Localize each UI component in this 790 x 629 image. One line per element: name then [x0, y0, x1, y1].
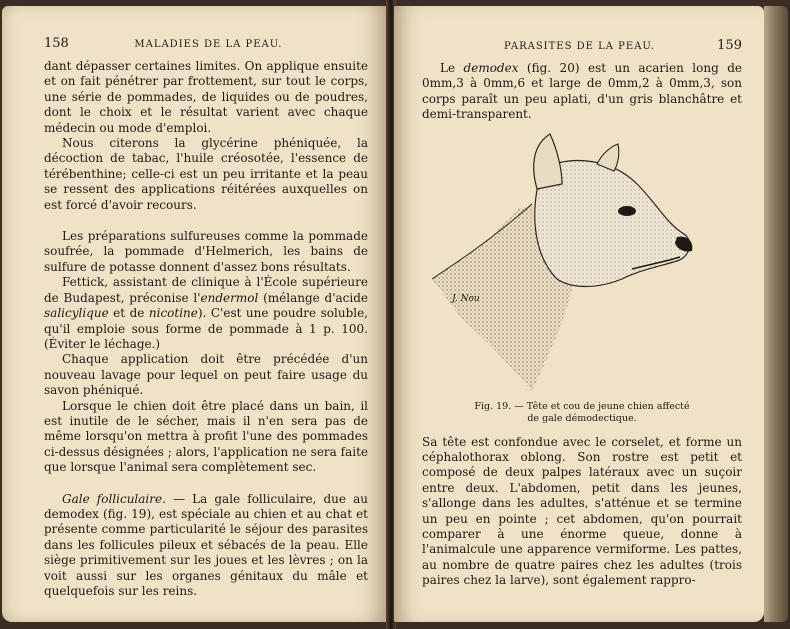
paragraph-gale-folliculaire: Gale folliculaire. — La gale folliculaire, due au demodex (fig. 19), est spéciale au chien et au chat et présente comme particularité le séjour des parasites dans les follicules pileux et sébacés de la peau. Elle siège primitivement sur les joues et les lèvres ; on la voit aussi sur les organes génitaux du mâle et quelquefois sur les reins. — [44, 491, 368, 598]
section-title: Gale folliculaire. — [62, 491, 166, 506]
right-page-text-lower — [422, 435, 742, 589]
left-page-header — [44, 36, 368, 51]
figure-dog-head — [422, 129, 742, 399]
left-page — [2, 6, 388, 622]
paragraph: Sa tête est confondue avec le corselet, et forme un céphalothorax oblong. Son rostre est petit et composé de deux palpes latéraux avec un suçoir entre deux. L'abdomen, petit dans les jeunes, s'allonge dans les adultes, s'atténue et se termine un peu en pointe ; cet abdomen, qu'on pourrait comparer à une énorme queue, donne à l'animalcule une apparence vermiforme. Les pattes, au nombre de quatre paires chez les adultes (trois paires chez la larve), sont également rappro- — [422, 434, 742, 588]
paragraph: dant dépasser certaines limites. On applique ensuite et on fait pénétrer par frottement, sur tout le corps, une série de pommades, de liquides ou de poudres, dont le choix et le résultat varient avec chaque médecin ou mode d'emploi. — [44, 59, 368, 135]
right-page-header — [422, 38, 742, 53]
right-page-number: 159 — [717, 38, 742, 53]
right-page-text — [422, 61, 742, 123]
paragraph-fettick: Fettick, assistant de clinique à l'École supérieure de Budapest, préconise l'endermol (mélange d'acide salicylique et de nicotine). C'est une poudre soluble, qu'il emploie sous forme de pommade à 1 p. 100. (Éviter le léchage.) — [44, 275, 369, 351]
left-page-text — [44, 59, 368, 599]
left-running-head: MALADIES DE LA PEAU. — [134, 39, 283, 50]
ear-left — [534, 134, 562, 189]
right-running-head: PARASITES DE LA PEAU. — [504, 41, 656, 52]
paragraph: Lorsque le chien doit être placé dans un bain, il est inutile de le sécher, mais il n'en sera pas de même lorsqu'on mettra à profit l'une des pommades ci-dessus désignées ; alors, l'application ne sera faite que lorsque l'animal sera complètement sec. — [44, 398, 368, 475]
left-page-number: 158 — [44, 36, 69, 51]
page-edges — [764, 6, 788, 622]
figure-signature: J. Nou — [452, 293, 480, 304]
eye — [618, 206, 636, 216]
paragraph: Les préparations sulfureuses comme la pommade soufrée, la pommade d'Helmerich, les bains de sulfure de potasse donnent d'assez bons résultats. — [44, 229, 368, 274]
paragraph: Chaque application doit être précédée d'un nouveau lavage pour lequel on peut faire usage du savon phéniqué. — [44, 352, 368, 398]
right-page — [394, 6, 764, 622]
paragraph: Nous citerons la glycérine phéniquée, la décoction de tabac, l'huile créosotée, l'essence de térébenthine; celle-ci est un peu irritante et la peau se ressent des applications réitérées auxquelles on est forcé d'avoir recours. — [44, 136, 368, 212]
figure-caption: Fig. 19. — Tête et cou de jeune chien affecté de gale démodectique. — [474, 400, 690, 424]
paragraph-demodex: Le demodex (fig. 20) est un acarien long de 0mm,3 à 0mm,6 et large de 0mm,2 à 0mm,3, son corps paraît un peu aplati, d'un gris blanchâtre et demi-transparent. — [422, 61, 743, 122]
dog-head-illustration — [422, 129, 742, 399]
